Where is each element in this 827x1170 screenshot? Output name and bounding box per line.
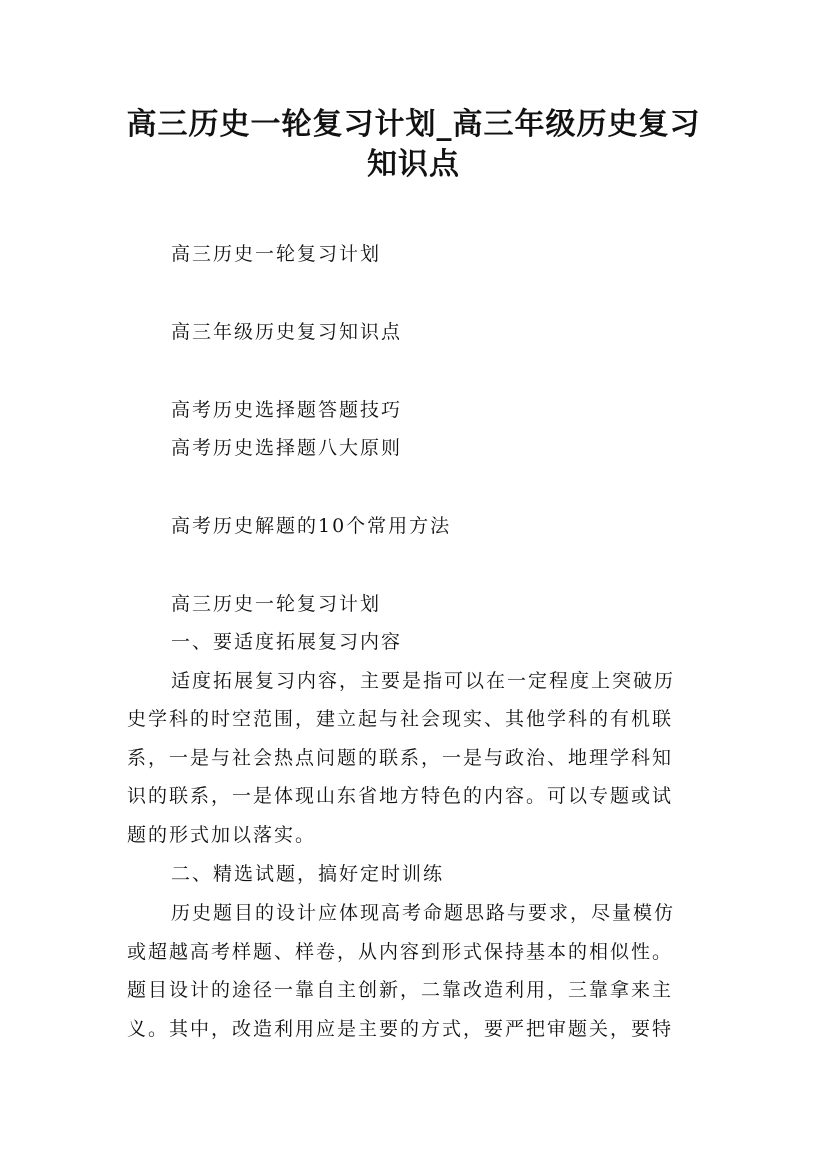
paragraph-line: 识的联系，一是体现山东省地方特色的内容。可以专题或试 bbox=[127, 785, 674, 807]
toc-item: 高三历史一轮复习计划 bbox=[171, 243, 382, 265]
document-title-line-2: 知识点 bbox=[367, 147, 460, 182]
paragraph-line: 义。其中，改造利用应是主要的方式，要严把审题关，要特 bbox=[127, 1018, 674, 1040]
toc-item: 高考历史选择题答题技巧 bbox=[171, 399, 403, 421]
toc-item: 高三年级历史复习知识点 bbox=[171, 321, 403, 343]
subheading: 一、要适度拓展复习内容 bbox=[171, 631, 403, 653]
subheading: 二、精选试题，搞好定时训练 bbox=[171, 863, 445, 885]
paragraph-line: 系，一是与社会热点问题的联系，一是与政治、地理学科知 bbox=[127, 747, 674, 769]
paragraph-line: 史学科的时空范围，建立起与社会现实、其他学科的有机联 bbox=[127, 708, 674, 730]
paragraph-line: 题的形式加以落实。 bbox=[127, 824, 317, 846]
toc-item: 高考历史解题的10个常用方法 bbox=[171, 515, 452, 537]
paragraph-line: 历史题目的设计应体现高考命题思路与要求，尽量模仿 bbox=[171, 902, 676, 924]
section-heading: 高三历史一轮复习计划 bbox=[171, 593, 382, 615]
paragraph-line: 题目设计的途径一靠自主创新，二靠改造利用，三靠拿来主 bbox=[127, 979, 674, 1001]
paragraph-line: 或超越高考样题、样卷，从内容到形式保持基本的相似性。 bbox=[127, 941, 674, 963]
toc-item: 高考历史选择题八大原则 bbox=[171, 437, 403, 459]
paragraph-line: 适度拓展复习内容，主要是指可以在一定程度上突破历 bbox=[171, 670, 676, 692]
document-title-line-1: 高三历史一轮复习计划_高三年级历史复习 bbox=[126, 107, 701, 142]
